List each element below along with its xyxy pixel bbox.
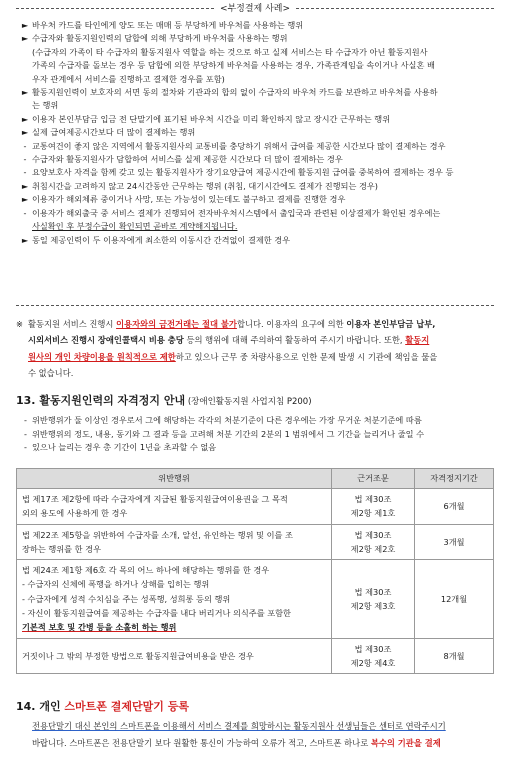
list-item-text: 는 행위 xyxy=(32,100,59,111)
list-item-text: 이용자가 해외체류 중이거나 사망, 또는 가능성이 있는데도 불구하고 결제를 진행한 경우 xyxy=(32,194,346,205)
bullet-marker: ► xyxy=(21,234,29,245)
list-item-text: 교통여건이 좋지 않은 지역에서 활동지원사의 교통비를 충당하기 위해서 급여를 제공한 시간보다 많이 결제하는 경우 xyxy=(32,140,446,151)
table-header-row xyxy=(17,469,494,489)
bullet-marker: ► xyxy=(21,33,29,44)
list-item xyxy=(20,73,492,86)
list-item xyxy=(20,113,492,126)
list-item-text: 수급자와 활동지원사가 담합하여 서비스를 실제 제공한 시간보다 더 많이 결제하는 경우 xyxy=(32,154,343,165)
violation-line: - 수급자의 신체에 폭행을 하거나 상해를 입히는 행위 xyxy=(22,579,210,590)
section-13-notes xyxy=(24,414,496,455)
period-cell: 12개월 xyxy=(415,560,494,638)
reference-mark: ※ xyxy=(16,319,23,329)
list-item xyxy=(20,220,492,233)
bullet-marker: ► xyxy=(21,180,29,191)
fraud-examples-list xyxy=(20,19,492,247)
list-item-text: 바우처 카드를 타인에게 양도 또는 매매 등 부당하게 바우처를 사용하는 행위 xyxy=(32,20,304,30)
basis-cell xyxy=(332,489,415,525)
list-item-text: 사실확인 후 부정수급이 확인되면 곧바로 계약해지됩니다. xyxy=(32,221,238,232)
period-cell: 8개월 xyxy=(415,638,494,673)
list-item-text: 동일 제공인력이 두 이용자에게 최소한의 이동시간 간격없이 결제한 경우 xyxy=(32,234,291,245)
list-item xyxy=(20,19,492,32)
list-item xyxy=(20,126,492,139)
list-item xyxy=(20,46,492,59)
violation-cell xyxy=(17,489,332,525)
list-item xyxy=(20,59,492,72)
list-item xyxy=(20,32,492,45)
basis-cell xyxy=(332,524,415,560)
violation-line: - 자신이 활동지원급여를 제공하는 수급자를 내다 버리거나 의식주를 포함한 xyxy=(22,608,291,619)
basis-line: 제2항 제1호 xyxy=(350,508,396,519)
bullet-marker: ► xyxy=(21,194,29,205)
list-item-text: 이용자가 해외출국 중 서비스 결제가 진행되어 전자바우처시스템에서 출입국과 관련된 이상결제가 확인된 경우에는 xyxy=(32,207,441,218)
header-period: 자격정지기간 xyxy=(415,469,494,489)
basis-line: 법 제30조 xyxy=(354,586,392,597)
list-item xyxy=(20,193,492,206)
violation-line: - 수급자에게 성적 수치심을 주는 성폭행, 성희롱 등의 행위 xyxy=(22,593,231,604)
fraud-examples-box xyxy=(16,4,494,306)
note-item: - 위반행위가 둘 이상인 경우로서 그에 해당하는 각각의 처분기준이 다른 경우에는 가장 무거운 처분기준에 따름 xyxy=(24,414,496,428)
basis-line: 법 제30조 xyxy=(354,494,392,505)
section-13-title: 13. 활동지원인력의 자격정지 안내 (장애인활동지원 사업지침 P200) xyxy=(16,394,312,407)
list-item-text: 실제 급여제공시간보다 더 많이 결제하는 행위 xyxy=(32,127,196,138)
list-item-text: 취침시간을 고려하지 않고 24시간동안 근무하는 행위 (취침, 대기시간에도 결제가 진행되는 경우) xyxy=(32,180,378,191)
list-item-text: 가족의 수급자를 돌보는 경우 등 담합에 의한 부당하게 바우처를 사용하는 경우, 가족관계임을 속이거나 사실혼 배 xyxy=(32,60,435,71)
bullet-marker: ► xyxy=(21,87,29,98)
violation-line: 법 제24조 제1항 제6호 각 목의 어느 하나에 해당하는 행위를 한 경우 xyxy=(22,565,270,576)
section-14-title: 14. 개인 스마트폰 결제단말기 등록 xyxy=(16,700,189,713)
violation-line: 기본적 보호 및 간병 등을 소홀히 하는 행위 xyxy=(22,622,177,633)
list-item-text: 수급자와 활동지원인력의 담합에 의해 부당하게 바우처를 사용하는 행위 xyxy=(32,33,288,44)
basis-line: 법 제30조 xyxy=(354,643,392,654)
violation-cell xyxy=(17,560,332,638)
basis-cell xyxy=(332,560,415,638)
list-item xyxy=(20,99,492,112)
money-transaction-note: ※ 활동지원 서비스 진행시 이용자와의 금전거래는 절대 불가합니다. 이용자의 요구에 의한 이용자 본인부담금 납부, 시외서비스 진행시 장애인콜택시 비용 충당 등의 행위에 대해 주의하여 활동하여 주시기 바랍니다. 또한, 활동지 원사의 개인 차량이용을 원칙적으로 제한하고 있으나 근무 중 차량사용으로 인한 문제 발생 시 기관에 책임을 물을 수 없습니다. xyxy=(16,316,494,382)
suspension-table xyxy=(16,468,494,674)
basis-line: 법 제30조 xyxy=(354,529,392,540)
bullet-marker: - xyxy=(23,167,27,178)
bullet-marker: ► xyxy=(21,127,29,138)
bullet-marker: ► xyxy=(21,20,29,30)
list-item-text: 요양보호사 자격을 함께 갖고 있는 활동지원사가 장기요양급여 제공시간에 활동지원 급여를 중복하여 결제하는 경우 등 xyxy=(32,167,454,178)
violation-line: 외의 용도에 사용하게 한 경우 xyxy=(22,508,128,519)
bullet-marker: - xyxy=(23,207,27,218)
violation-line: 법 제22조 제5항을 위반하여 수급자를 소개, 알선, 유인하는 행위 및 이를 조 xyxy=(22,529,293,540)
table-row xyxy=(17,524,494,560)
list-item xyxy=(20,180,492,193)
section-14-body: 전용단말기 대신 본인의 스마트폰을 이용해서 서비스 결제를 희망하시는 활동지원사 선생님들은 센터로 연락주시기 바랍니다. 스마트폰은 전용단말기 보다 원활한 통신이 가능하여 오류가 적고, 스마트폰 하나로 복수의 기관을 결제 xyxy=(32,721,446,748)
basis-line: 제2항 제3호 xyxy=(350,600,396,611)
list-item-text: 활동지원인력이 보호자의 서면 동의 절차와 기관과의 합의 없이 수급자의 바우처 카드를 보관하고 바우처를 사용하 xyxy=(32,87,438,98)
table-row xyxy=(17,638,494,673)
list-item xyxy=(20,140,492,153)
box-title: <부정결제 사례> xyxy=(16,3,494,15)
period-cell: 6개월 xyxy=(415,489,494,525)
table-row xyxy=(17,489,494,525)
basis-line: 제2항 제4호 xyxy=(350,657,396,668)
list-item-text: 우자 관계에서 서비스를 진행하고 결제한 경우를 포함) xyxy=(32,73,225,84)
violation-cell xyxy=(17,524,332,560)
list-item-text: 이용자 본인부담금 입금 전 단말기에 표기된 바우처 시간을 미리 확인하지 않고 장시간 근무하는 행위 xyxy=(32,113,391,124)
basis-line: 제2항 제2호 xyxy=(350,543,396,554)
list-item xyxy=(20,86,492,99)
table-row xyxy=(17,560,494,638)
header-basis: 근거조문 xyxy=(332,469,415,489)
list-item xyxy=(20,207,492,220)
basis-cell xyxy=(332,638,415,673)
period-cell: 3개월 xyxy=(415,524,494,560)
bullet-marker: - xyxy=(23,154,27,165)
violation-cell xyxy=(17,638,332,673)
violation-line: 장하는 행위를 한 경우 xyxy=(22,543,101,554)
list-item-text: (수급자의 가족이 타 수급자의 활동지원사 역할을 하는 것으로 하고 실제 서비스는 타 수급자가 아닌 활동지원사 xyxy=(32,46,428,57)
bullet-marker: ► xyxy=(21,113,29,124)
list-item xyxy=(20,234,492,247)
list-item xyxy=(20,166,492,179)
list-item xyxy=(20,153,492,166)
violation-line: 거짓이나 그 밖의 부정한 방법으로 활동지원급여비용을 받은 경우 xyxy=(22,650,254,661)
note-item: - 위반행위의 정도, 내용, 동기와 그 결과 등을 고려해 처분 기간의 2분의 1 범위에서 그 기간을 늘리거나 줄일 수 xyxy=(24,428,496,442)
header-violation: 위반행위 xyxy=(17,469,332,489)
note-item-continued: - 있으나 늘리는 경우 총 기간이 1년을 초과할 수 없음 xyxy=(24,441,496,455)
bullet-marker: - xyxy=(23,140,27,151)
violation-line: 법 제17조 제2항에 따라 수급자에게 지급된 활동지원급여이용권을 그 목적 xyxy=(22,494,288,504)
